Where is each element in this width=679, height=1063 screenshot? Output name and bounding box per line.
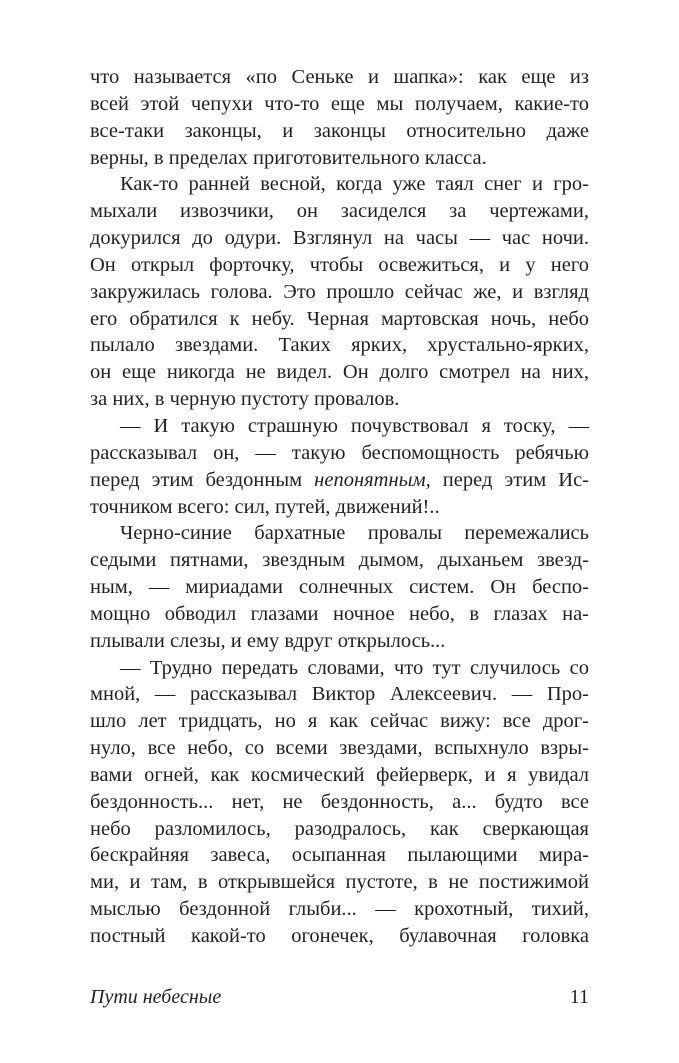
text-line: пылало звездами. Таких ярких, хрустально-ярких, xyxy=(90,334,589,357)
text-run: перед этим Ис- xyxy=(430,468,590,491)
text-line: ным, — мириадами солнечных систем. Он беспо- xyxy=(90,576,589,599)
page-body xyxy=(90,64,589,950)
text-line: вами огней, как космический фейерверк, и я увидал xyxy=(90,763,589,786)
text-line: мной, — рассказывал Виктор Алексеевич. — Про- xyxy=(90,683,589,706)
text-line: плывали слезы, и ему вдруг открылось... xyxy=(90,629,446,652)
text-line: все-таки законцы, и законцы относительно даже xyxy=(90,119,589,142)
text-line: Черно-синие бархатные провалы перемежались xyxy=(120,522,589,545)
text-line: верны, в пределах приготовительного класса. xyxy=(90,146,487,169)
text-line: точником всего: сил, путей, движений!.. xyxy=(90,495,440,518)
text-line: он еще никогда не видел. Он долго смотрел на них, xyxy=(90,361,589,384)
text-line: мыхали извозчики, он засиделся за чертежами, xyxy=(90,200,589,223)
running-footer-title: Пути небесные xyxy=(90,986,222,1008)
text-line: мощно обводил глазами ночное небо, в глазах на- xyxy=(90,602,589,625)
page-number: 11 xyxy=(569,986,589,1008)
text-line: Он открыл форточку, чтобы освежиться, и у него xyxy=(90,253,589,276)
text-line: за них, в черную пустоту провалов. xyxy=(90,388,400,411)
text-line: докурился до одури. Взглянул на часы — час ночи. xyxy=(90,227,589,250)
text-line: — И такую страшную почувствовал я тоску, — xyxy=(120,414,589,437)
text-line: мыслью бездонной глыби... — крохотный, тихий, xyxy=(90,898,589,921)
text-line: закружилась голова. Это прошло сейчас же, и взгляд xyxy=(90,280,589,303)
text-line: постный какой-то огонечек, булавочная головка xyxy=(90,925,589,947)
text-line: седыми пятнами, звездным дымом, дыханьем звезд- xyxy=(90,549,589,572)
text-line: что называется «по Сеньке и шапка»: как еще из xyxy=(90,66,589,88)
text-line: ми, и там, в открывшейся пустоте, в не постижимой xyxy=(90,871,589,894)
text-run: перед этим бездонным xyxy=(90,468,315,491)
text-line: всей этой чепухи что-то еще мы получаем, какие-то xyxy=(90,92,589,115)
text-line: шло лет тридцать, но я как сейчас вижу: все дрог- xyxy=(90,710,589,733)
text-line: — Трудно передать словами, что тут случилось со xyxy=(120,656,589,679)
emphasized-word: непонятным, xyxy=(314,468,431,491)
text-line: рассказывал он, — такую беспомощность ребячью xyxy=(90,441,589,464)
text-line: небо разломилось, разодралось, как сверкающая xyxy=(90,817,589,840)
text-line: бездонность... нет, не бездонность, а... будто все xyxy=(90,790,589,813)
text-line: нуло, все небо, со всеми звездами, вспыхнуло взры- xyxy=(90,737,589,760)
text-line-with-emphasis xyxy=(90,467,589,494)
text-line: бескрайняя завеса, осыпанная пылающими мира- xyxy=(90,844,589,867)
text-line: его обратился к небу. Черная мартовская ночь, небо xyxy=(90,307,589,330)
text-line: Как-то ранней весной, когда уже таял снег и гро- xyxy=(120,173,589,196)
